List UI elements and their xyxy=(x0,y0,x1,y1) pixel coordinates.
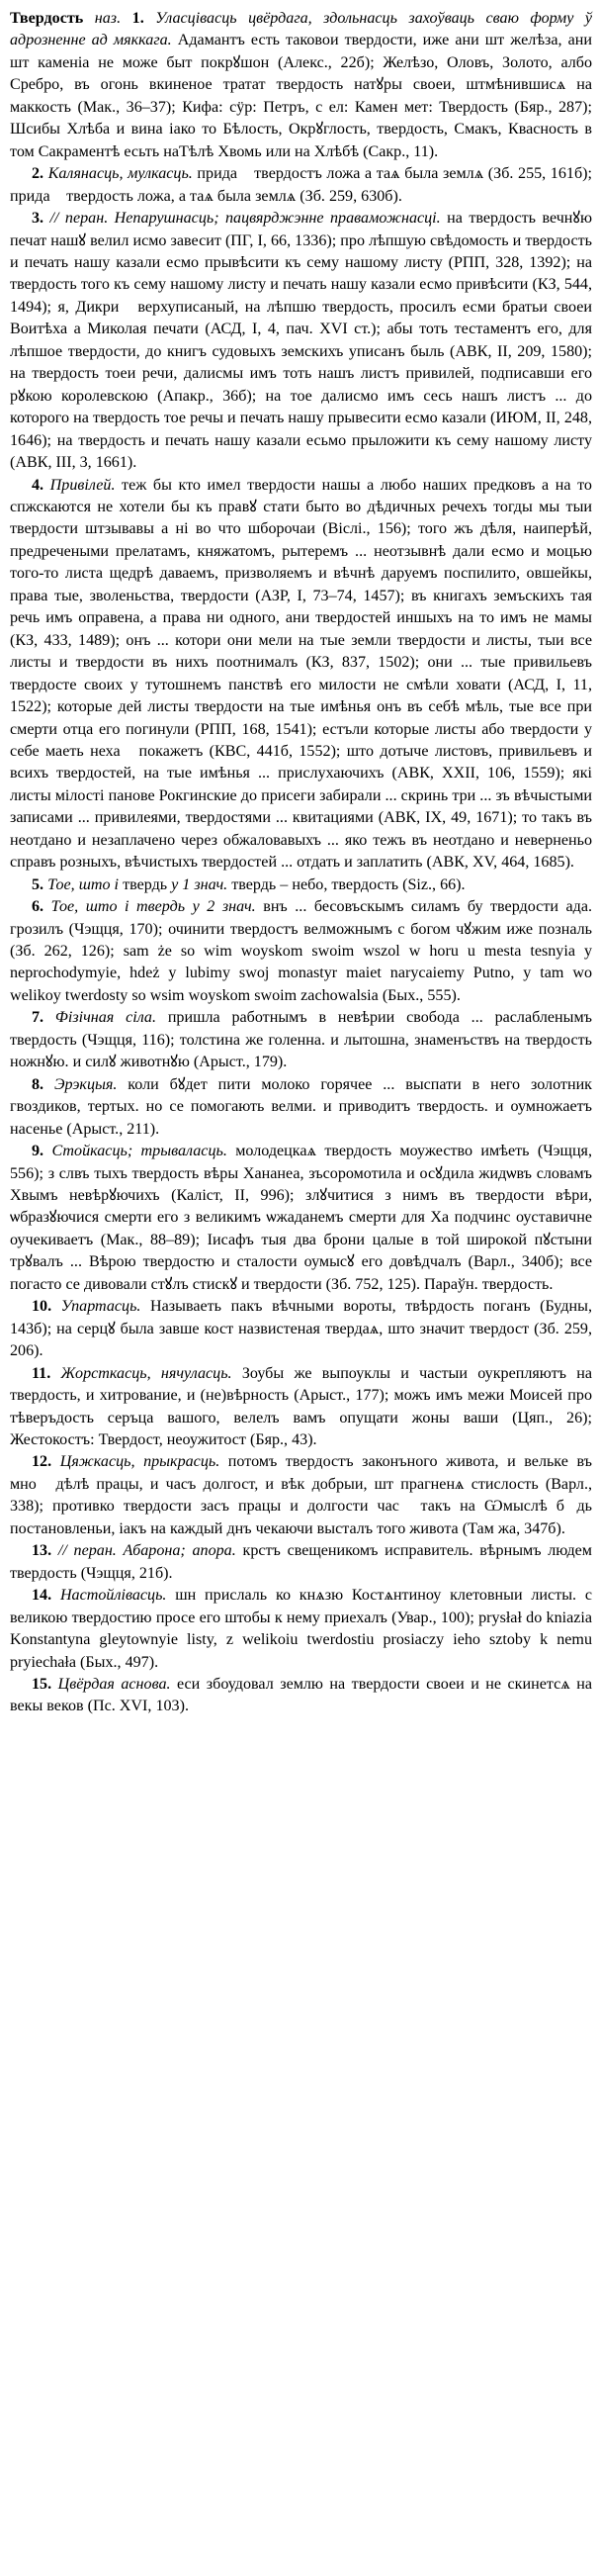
sense-10 xyxy=(10,1296,592,1362)
sense-number: 4. xyxy=(32,476,44,494)
sense-citations: Адамантъ есть таковои твердости, иже ани шт желѣза, ани шт каменіа не може быт покрꙋшон (Алекс., 22б); Желѣзо, Оловъ, Золото, албо Сребро, въ огонь вкиненое тратат твердость натꙋры своеи, штмѣнившисѧ на маккость (Мак., 36–37); Кифа: сӱр: Петръ, с ел: Камен мет: Твердость (Бяр., 287); Шсибы Хлѣба и вина іако то Бѣлость, Окрꙋглость, твердость, Смакъ, Квасность в том Сакраментѣ есьть наТѣлѣ Хвомь или на Хлѣбѣ (Сакр., 11). xyxy=(10,32,592,160)
sense-11 xyxy=(10,1363,592,1452)
sense-number: 7. xyxy=(32,1009,44,1027)
sense-number: 14. xyxy=(32,1587,52,1605)
sense-citations: коли бꙋдет пити молоко горячее ... выспати в него золотник гвоздиков, тертых. но се помогають велми. и приводитъ твердость. и оумножаетъ насенье (Арыст., 211). xyxy=(10,1075,593,1138)
sense-gloss: Настойлівасць. xyxy=(59,1587,167,1605)
sense-number: 1. xyxy=(131,10,144,27)
sense-13 xyxy=(10,1540,592,1585)
sense-citations: придаⷭ твердостъ ложа а таѧ была землѧ (Зб. 255, 161б); придаⷭ твердость ложа, а таѧ была землѧ (Зб. 259, 630б). xyxy=(10,165,592,205)
sense-citations: на твердость вечнꙋю печат нашꙋ велил исмо завесит (ПГ, I, 66, 1336); про лѣпшую свѣдомость и твердость и печать нашу казали есмо прывѣсити къ сему нашому листу (РПП, 328, 1392); на твердость того къ сему нашому листу и печать нашу казали есмо привѣсити (КЗ, 544, 1494); я, Дикриⷭ верхуписаный, на лѣпшю твердость, просилъ есми братьи своеи Воитѣха а Миколая печати (АСД, I, 4, пач. XVI ст.); абы тоть тестаментъ его, для лѣпшое твердости, до книгъ судовыхъ земскихъ уписанъ быль (АВК, II, 209, 1580); на твердость тоеи речи, далисмы имъ тоть нашъ листъ привилей, подписавши его рꙋкою королевскою (Апакр., 36б); на тое далисмо имъ сесь нашъ листъ ... до которого на твердость тое речы и печать нашу прывесити есмо казали (ИЮМ, II, 248, 1646); на твердость и печать нашу казали есьмо прыложити къ сему нашому листу (АВК, III, 3, 1661). xyxy=(10,210,592,472)
sense-9 xyxy=(10,1141,592,1296)
sense-14 xyxy=(10,1585,592,1674)
sense-gloss: // перан. Абарона; апора. xyxy=(57,1542,236,1560)
sense-gloss: // перан. Непарушнасць; пацвярджэнне праваможнасці. xyxy=(49,210,441,228)
sense-number: 5. xyxy=(32,875,44,893)
sense-number: 13. xyxy=(32,1542,52,1560)
sense-15 xyxy=(10,1674,592,1718)
sense-citations: теж бы кто имел твердости нашы а любо наших предковъ а на то спжскаются не хотели бы къ правꙋ стати быто во дѣдичных речехъ тогды мы тыи твердости штзывавы а ні во что шборочаи (Віслі., 156); того жъ дѣля, наиперѣй, предречеными прелатамъ, княжатомъ, рытеремъ ... неотзывнѣ дали есмо и моцью того-то листа щедрѣ даваемъ, призволяемъ и вѣчнѣ даруемъ поспилито, овшейкы, права тые, зволеньства, твердости (АЗР, I, 73–74, 1457); въ книгахъ земъскихъ тая речь имъ оправена, а права ни одного, ани твердостей иншыхъ на то имъ не мамы (КЗ, 433, 1489); онъ ... котори они мели на тые земли твердости и листы, тыи все листы и твердости въ нихъ поотнималъ (КЗ, 837, 1502); они ... тые привильевъ твердосте своих у тутошнемъ панствѣ его милости не смѣли ховати (АСД, I, 11, 1522); которые дей листы твердости на тые имѣнья онъ въ себѣ мѣль, тые все при смерти отца его погинули (РПП, 168, 1541); естъли которые листы або твердости у себе маеть нехаⷤ покажетъ (КВС, 441б, 1552); што дотыче листовъ, привильевъ и всихъ твердостей, на тые имѣнья ... прислухаючихъ (АВК, XXII, 106, 1559); які листы мілості панове Рокгинские до присеги забирали ... скринь три ... зъ вѣчыстыми записами ... привилеями, твердостями ... квитациями (АВК, IX, 49, 1671); то такъ въ неотдано и незаплачено через обжаловавыхъ ... яко тежъ въ неотдано и неверненьо справъ розныхъ, вѣчистыхъ твердостей ... отдать и заплатить (АВК, XV, 464, 1685). xyxy=(10,476,592,872)
sense-number: 12. xyxy=(32,1453,52,1471)
sense-12 xyxy=(10,1451,592,1540)
sense-number: 6. xyxy=(32,898,44,916)
sense-number: 2. xyxy=(32,165,44,183)
sense-number: 10. xyxy=(32,1298,52,1316)
sense-citations: шн прислаль ко кнѧзю Костѧнтиноу клетовныи листы. с великою твердостию просе его штобы к нему приехалъ (Увар., 100); prysłał do kniazia Konstantyna gleytownyie listy, z welikoiu twerdostiu prosiaczy iehо sztoby k nemu pryiechała (Бых., 497). xyxy=(10,1587,593,1671)
sense-4 xyxy=(10,475,592,874)
sense-number: 3. xyxy=(32,210,44,228)
sense-3 xyxy=(10,208,592,474)
sense-gloss: Тое, што і xyxy=(47,875,120,893)
sense-citations: потомъ твердостъ законъного живота, и вельке въ мноⷭ дѣлѣ працы, и часъ долгост, и вѣк добрыи, шт прагненѧ стислость (Варл., 338); противко твердости засъ працы и долгости часꙋ такъ на Ѡмыслѣ бꙋдь постановленьи, іакъ на каждый днъ чекаючи высталъ того живота (Там жа, 347б). xyxy=(10,1453,592,1537)
sense-6 xyxy=(10,896,592,1007)
sense-8 xyxy=(10,1074,592,1141)
sense-2 xyxy=(10,163,592,208)
sense-citations: молодецкаѧ твердость моужество имѣеть (Чэщця, 556); з слвъ тыхъ твердость вѣры Хананеа, зъсоромотила и осꙋдила жидѡвъ словамъ Хвымъ невѣрꙋючихъ (Каліст, II, 996); злꙋчитися з нимъ въ твердости вѣри, ѡбразꙋючися смерти его з великимъ ѡжаданемъ смерти для Ха подчинс оуставичне оучекиваетъ (Мак., 88–89); Іисафъ тыя два брони цалые в той широкой пꙋстыни трꙋвалъ ... Вѣрою твердостю и сталости оумысꙋ его довѣдчалъ (Варл., 340б); все погасто се дивовали стꙋлъ стискꙋ и твердости (Зб. 752, 125). Параўн. твердость. xyxy=(10,1143,592,1293)
sense-gloss: Уласцівасць цвёрдага, здольнасць захоўваць сваю форму ў адрозненне ад мяккага. xyxy=(10,10,592,49)
sense-number: 9. xyxy=(32,1143,44,1160)
sense-citations: пришла работнымъ в невѣрии свобода ... раслабленымъ твердость (Чэщця, 116); толстина же голенна. и лытошна, знаменъствъ на твердость ножнꙋю. и силꙋ животнꙋю (Арыст., 179). xyxy=(10,1009,592,1071)
sense-citations: Называеть пакъ вѣчными вороты, твѣрдость поганъ (Будны, 143б); на серцꙋ была завше кост назвистеная твердаѧ, што значит твердост (Зб. 259, 206). xyxy=(10,1298,592,1360)
sense-gloss: Цвёрдая аснова. xyxy=(57,1675,171,1693)
sense-gloss: Цяжкасць, прыкрасць. xyxy=(59,1453,220,1471)
sense-number: 11. xyxy=(32,1364,51,1382)
sense-7 xyxy=(10,1007,592,1073)
sense-gloss: Эрэкцыя. xyxy=(53,1075,118,1093)
cross-ref-sense: у 1 знач. xyxy=(171,875,228,893)
sense-1 xyxy=(10,8,592,163)
sense-gloss: Упартасць. xyxy=(60,1298,141,1316)
sense-gloss: Привілей. xyxy=(49,476,116,494)
headword: Твердость xyxy=(10,10,84,27)
sense-gloss: Фізічная сіла. xyxy=(54,1009,156,1027)
sense-citations: еси збоудовал землю на твердости своеи и не скинетсѧ на векы веков (Пс. XVI, 103). xyxy=(10,1675,592,1715)
sense-gloss: Тое, што і твердь у 2 знач. xyxy=(50,898,256,916)
sense-citations: твердь – небо, твердость (Sіz., 66). xyxy=(231,875,466,893)
sense-gloss: Калянасць, мулкасць. xyxy=(47,165,193,183)
sense-citations: внъ ... бесовъскымъ силамъ бу твердости ада. грозилъ (Чэщця, 170); очинити твердостъ велможнымъ с богом чꙋжим иже позналь (Зб. 262, 126); sam że so wim woyskom swoim wszol w horu u mesta tesnyia у neprochodymyie, hdeż у lubimy swoj monastyr maiet narycaiemy Putno, у tam wo welikoy twerdosty so wsim woyskom swoim zachowalsia (Бых., 555). xyxy=(10,898,592,1004)
part-of-speech: наз. xyxy=(94,10,122,27)
sense-number: 8. xyxy=(32,1075,44,1093)
sense-gloss: Жорсткасць, нячуласць. xyxy=(60,1364,232,1382)
sense-citations: Зоубы же выпоуклы и частыи оукрепляютъ на твердость, и хитрование, и (не)вѣрность (Арыст., 177); можъ имъ межи Моисей про тѣверъдость серъца вашого, велелъ вамъ опущати жоны ваши (Цяп., 26); Жестокостъ: Твердост, неоужитост (Бяр., 43). xyxy=(10,1364,592,1448)
sense-5 xyxy=(10,874,592,896)
cross-ref-headword: твердь xyxy=(123,875,168,893)
sense-number: 15. xyxy=(32,1675,52,1693)
sense-gloss: Стойкасць; трываласць. xyxy=(51,1143,227,1160)
sense-citations: крстъ свещеникомъ исправитель. вѣрнымъ людем твердость (Чэщця, 21б). xyxy=(10,1542,592,1582)
